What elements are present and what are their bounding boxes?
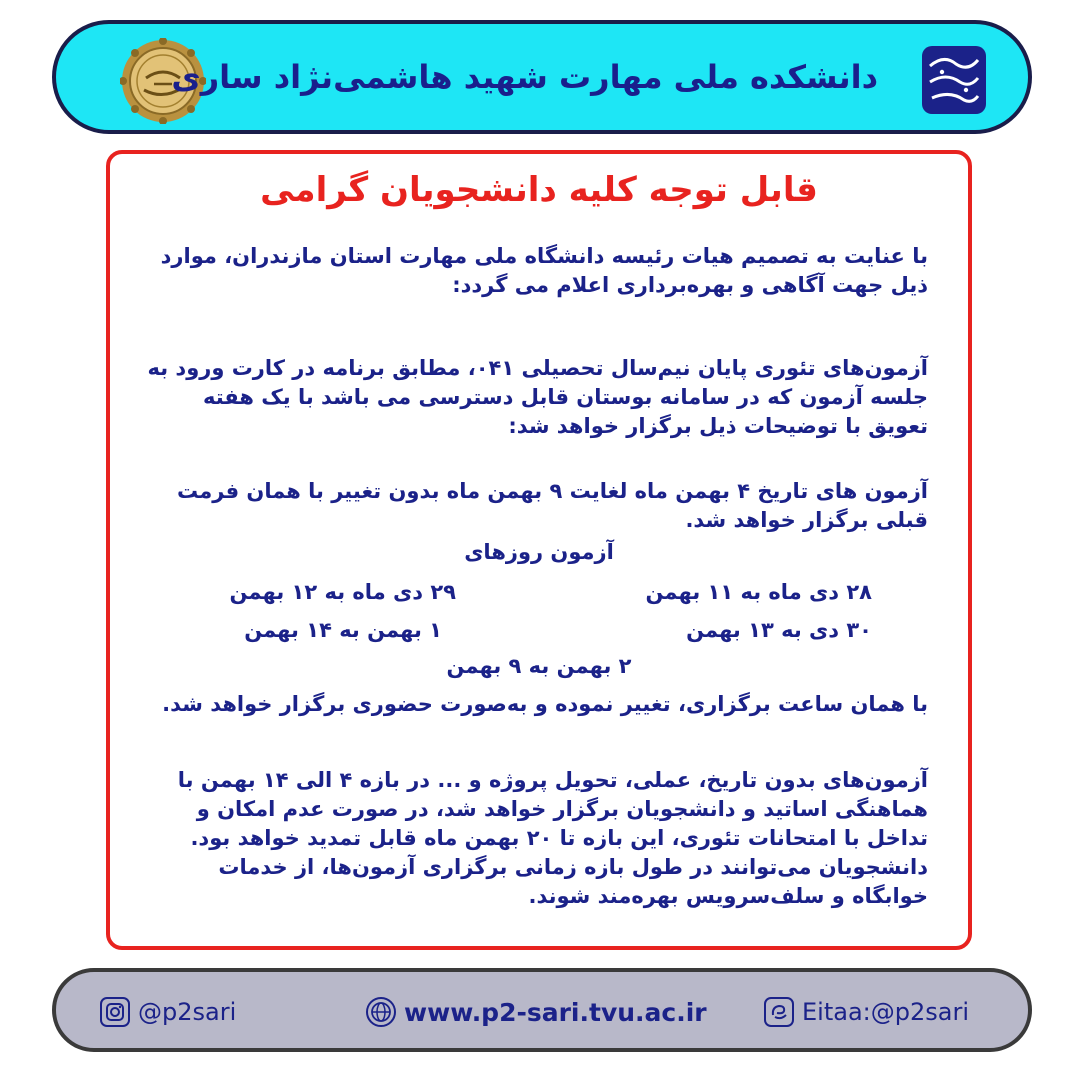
header-banner [52, 20, 1032, 134]
notice-title: قابل توجه کلیه دانشجویان گرامی [260, 170, 818, 210]
globe-icon [366, 997, 396, 1027]
eitaa-handle: Eitaa:@p2sari [802, 998, 969, 1026]
eitaa-icon [764, 997, 794, 1027]
instagram-link[interactable] [100, 994, 236, 1030]
unchanged-exams-paragraph: آزمون های تاریخ ۴ بهمن ماه لغایت ۹ بهمن ماه بدون تغییر با همان فرمت قبلی برگزار خواهد شد. [177, 479, 928, 532]
university-logo [916, 42, 992, 118]
days-heading: آزمون روزهای [464, 540, 614, 564]
schedule-item: ۲۸ دی ماه به ۱۱ بهمن [645, 580, 872, 604]
contact-footer [52, 968, 1032, 1052]
eitaa-link[interactable] [764, 994, 969, 1030]
schedule-item: ۲۹ دی ماه به ۱۲ بهمن [229, 580, 456, 604]
schedule-note: با همان ساعت برگزاری، تغییر نموده و به‌صورت حضوری برگزار خواهد شد. [162, 692, 928, 716]
college-title: دانشکده ملی مهارت شهید هاشمی‌نژاد ساری [171, 58, 878, 96]
instagram-handle: @p2sari [138, 998, 237, 1026]
intro-paragraph: با عنایت به تصمیم هیات رئیسه دانشگاه ملی مهارت استان مازندران، موارد ذیل جهت آگاهی و بهره‌برداری اعلام می گردد: [160, 244, 928, 297]
schedule-item: ۱ بهمن به ۱۴ بهمن [244, 618, 442, 642]
instagram-icon [100, 997, 130, 1027]
website-link[interactable] [366, 994, 707, 1030]
notice-box [106, 150, 972, 950]
schedule-item: ۲ بهمن به ۹ بهمن [446, 654, 632, 678]
schedule-item: ۳۰ دی به ۱۳ بهمن [686, 618, 872, 642]
theory-exams-paragraph: آزمون‌های تئوری پایان نیم‌سال تحصیلی ۰۴۱، مطابق برنامه در کارت ورود به جلسه آزمون که در سامانه بوستان قابل دسترسی می باشد با یک هفته تعویق با توضیحات ذیل برگزار خواهد شد: [147, 356, 928, 438]
website-url: www.p2-sari.tvu.ac.ir [404, 997, 707, 1027]
practical-exams-paragraph: آزمون‌های بدون تاریخ، عملی، تحویل پروژه و ... در بازه ۴ الی ۱۴ بهمن با هماهنگی اساتید و دانشجویان برگزار خواهد شد، در صورت عدم امکان و تداخل با امتحانات تئوری، این بازه تا ۲۰ بهمن ماه قابل تمدید خواهد بود. دانشجویان می‌توانند در طول بازه زمانی برگزاری آزمون‌ها، از خدمات خوابگاه و سلف‌سرویس بهره‌مند شوند. [177, 768, 928, 908]
